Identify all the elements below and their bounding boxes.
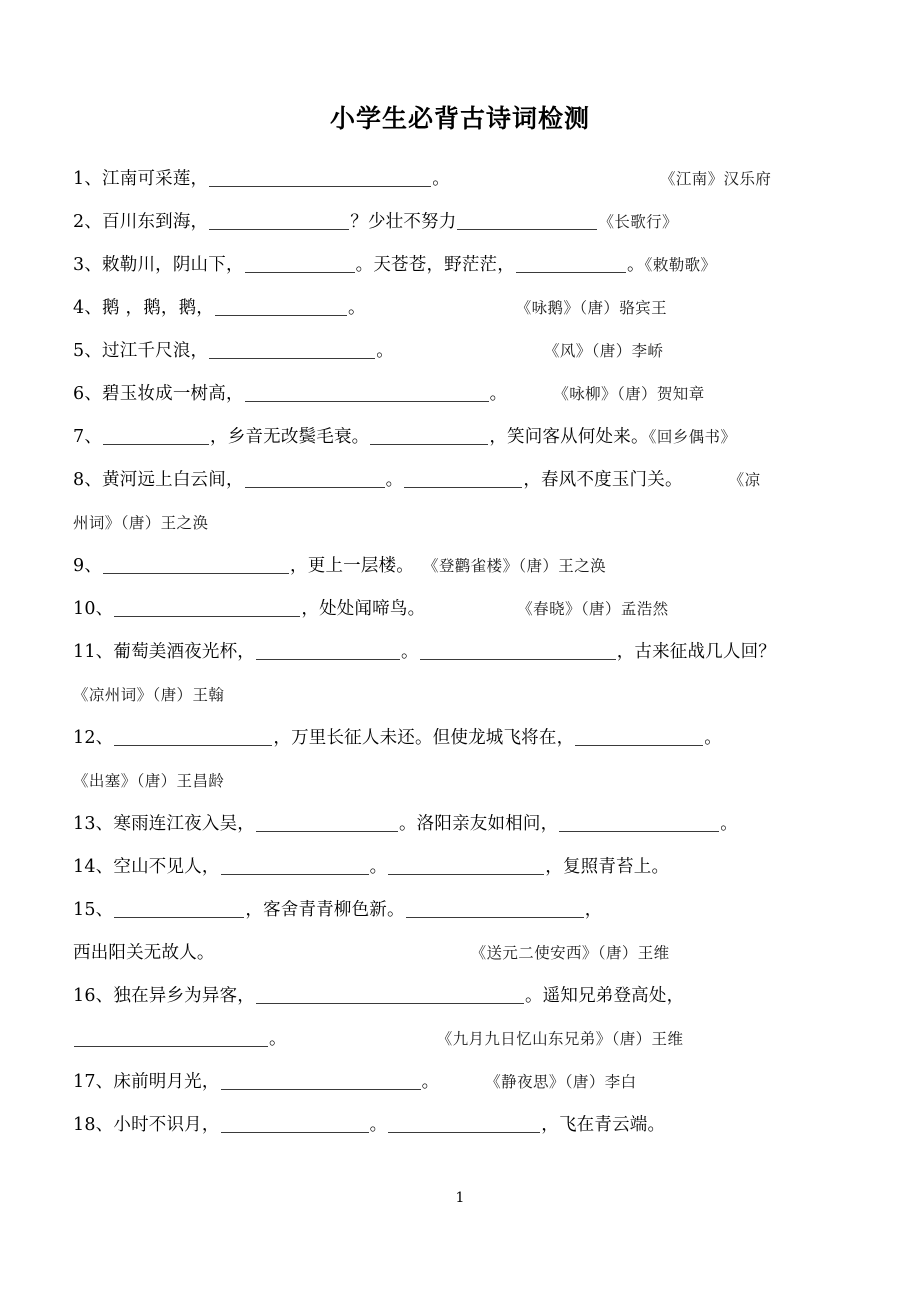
question-text-before: 寒雨连江夜入吴， — [113, 814, 255, 834]
question-text-mid: 。 — [400, 642, 419, 662]
answer-blank[interactable] — [256, 986, 524, 1004]
answer-blank[interactable] — [209, 169, 431, 187]
question-text-after: 。 — [421, 1072, 440, 1092]
answer-blank[interactable] — [114, 599, 300, 617]
question-number: 6、 — [73, 384, 103, 404]
question-number: 14、 — [73, 857, 114, 877]
question-text-after: 。遥知兄弟登高处， — [524, 986, 685, 1006]
answer-blank[interactable] — [388, 857, 544, 875]
question-row-12 — [73, 717, 853, 760]
question-row-15-continuation — [73, 932, 853, 975]
citation: 《咏鹅》（唐）骆宾王 — [515, 299, 667, 317]
question-row-16 — [73, 975, 853, 1018]
question-number: 17、 — [73, 1072, 114, 1092]
question-number: 15、 — [73, 900, 114, 920]
question-row-11 — [73, 631, 853, 674]
page-title: 小学生必背古诗词检测 — [329, 104, 590, 133]
answer-blank[interactable] — [404, 470, 522, 488]
question-text-before: 床前明月光， — [113, 1072, 220, 1092]
question-row-17 — [73, 1061, 853, 1104]
question-text-after: ，飞在青云端。 — [541, 1115, 666, 1135]
answer-blank[interactable] — [420, 642, 616, 660]
question-list — [73, 158, 853, 1147]
question-row-1 — [73, 158, 853, 201]
answer-blank[interactable] — [406, 900, 584, 918]
citation: 《敕勒歌》 — [644, 256, 717, 274]
question-number: 11、 — [73, 642, 114, 662]
question-text-before: 碧玉妆成一树高， — [102, 384, 244, 404]
question-text-after: 。 — [432, 169, 450, 189]
answer-blank[interactable] — [256, 814, 398, 832]
question-text-before: 过江千尺浪， — [102, 341, 209, 361]
citation: 《静夜思》（唐）李白 — [485, 1073, 637, 1091]
question-text-mid: ，乡音无改鬓毛衰。 — [210, 427, 370, 447]
question-row-7 — [73, 416, 853, 459]
question-number: 3、 — [73, 255, 103, 275]
citation: 《九月九日忆山东兄弟》（唐）王维 — [436, 1030, 684, 1048]
question-text-mid: ，客舍青青柳色新。 — [245, 900, 405, 920]
answer-blank[interactable] — [256, 642, 400, 660]
question-row-8 — [73, 459, 853, 502]
answer-blank[interactable] — [74, 1029, 268, 1047]
answer-blank[interactable] — [245, 255, 355, 273]
question-text-after: ，笑问客从何处来。 — [489, 427, 649, 447]
question-text-before: 江南可采莲， — [102, 169, 209, 189]
question-text-after: ，更上一层楼。 — [290, 556, 414, 576]
citation: 《凉 — [728, 471, 761, 489]
question-number: 10、 — [73, 599, 114, 619]
question-row-10 — [73, 588, 853, 631]
question-row-5 — [73, 330, 853, 373]
question-number: 7、 — [73, 427, 103, 447]
question-row-16-continuation — [73, 1018, 853, 1061]
citation-continued: 州词》（唐）王之涣 — [73, 514, 209, 532]
citation-continued: 《出塞》（唐）王昌龄 — [73, 772, 225, 790]
question-text-after: ， — [584, 900, 603, 920]
question-text-after: 。 — [348, 298, 366, 318]
question-number: 13、 — [73, 814, 114, 834]
question-text-after: 。 — [626, 255, 645, 275]
answer-blank[interactable] — [370, 427, 488, 445]
question-text-mid: 。 — [369, 1115, 388, 1135]
question-number: 1、 — [73, 169, 103, 189]
question-row-9 — [73, 545, 853, 588]
answer-blank[interactable] — [245, 384, 489, 402]
question-text-after: 。 — [704, 728, 722, 748]
question-text-mid: ？少壮不努力 — [350, 212, 457, 232]
answer-blank[interactable] — [516, 255, 626, 273]
question-number: 18、 — [73, 1115, 114, 1135]
question-text-mid: 。 — [385, 470, 404, 490]
question-row-4 — [73, 287, 853, 330]
answer-blank[interactable] — [114, 728, 272, 746]
citation: 《江南》汉乐府 — [659, 170, 772, 188]
citation: 《咏柳》（唐）贺知章 — [553, 385, 705, 403]
answer-blank[interactable] — [114, 900, 244, 918]
question-number: 5、 — [73, 341, 103, 361]
question-row-13 — [73, 803, 853, 846]
question-row-11-continuation — [73, 674, 853, 717]
question-row-6 — [73, 373, 853, 416]
question-text-after: 。 — [489, 384, 508, 404]
question-text-after: 。 — [376, 341, 394, 361]
question-text-before: 鹅 ，鹅，鹅， — [102, 298, 215, 318]
question-text-mid: 。洛阳亲友如相问， — [398, 814, 559, 834]
question-number: 2、 — [73, 212, 103, 232]
answer-blank[interactable] — [103, 427, 209, 445]
answer-blank[interactable] — [215, 298, 347, 316]
answer-blank[interactable] — [221, 857, 369, 875]
answer-blank[interactable] — [245, 470, 385, 488]
citation: 《登鹳雀楼》（唐）王之涣 — [422, 557, 607, 575]
question-row-8-continuation — [73, 502, 853, 545]
question-text-mid: 。 — [369, 857, 388, 877]
question-text-mid: 。天苍苍，野茫茫， — [355, 255, 515, 275]
citation: 《风》（唐）李峤 — [543, 342, 664, 360]
answer-blank[interactable] — [575, 728, 703, 746]
question-text-mid: ，万里长征人未还。但使龙城飞将在， — [273, 728, 575, 748]
answer-blank[interactable] — [457, 212, 597, 230]
answer-blank[interactable] — [559, 814, 719, 832]
page-number: 1 — [455, 1190, 465, 1206]
citation: 《回乡偶书》 — [648, 428, 737, 446]
question-row-12-continuation — [73, 760, 853, 803]
citation: 《长歌行》 — [598, 213, 678, 231]
answer-blank[interactable] — [221, 1072, 421, 1090]
citation: 《春晓》（唐）孟浩然 — [517, 600, 669, 618]
question-text-before: 敕勒川，阴山下， — [102, 255, 244, 275]
answer-blank[interactable] — [209, 341, 375, 359]
question-text-before: 葡萄美酒夜光杯， — [113, 642, 255, 662]
question-row-3 — [73, 244, 853, 287]
question-text-after: ，处处闻啼鸟。 — [301, 599, 426, 619]
question-row-2 — [73, 201, 853, 244]
question-number: 4、 — [73, 298, 103, 318]
question-text-after: 。 — [269, 1029, 287, 1049]
question-text-before: 空山不见人， — [113, 857, 220, 877]
answer-blank[interactable] — [103, 556, 289, 574]
question-text-after: ，古来征战几人回？ — [616, 642, 776, 662]
citation: 《送元二使安西》（唐）王维 — [470, 944, 670, 962]
question-row-14 — [73, 846, 853, 889]
answer-blank[interactable] — [388, 1115, 540, 1133]
question-number: 12、 — [73, 728, 114, 748]
question-text-before: 黄河远上白云间， — [102, 470, 244, 490]
citation-continued: 《凉州词》（唐）王翰 — [73, 686, 225, 704]
question-number: 9、 — [73, 556, 103, 576]
question-number: 16、 — [73, 986, 114, 1006]
question-text-after: ，复照青苔上。 — [545, 857, 670, 877]
answer-blank[interactable] — [221, 1115, 369, 1133]
question-text-before: 独在异乡为异客， — [113, 986, 255, 1006]
question-text-before: 小时不识月， — [113, 1115, 220, 1135]
answer-blank[interactable] — [209, 212, 349, 230]
question-row-18 — [73, 1104, 853, 1147]
question-text-after: ，春风不度玉门关。 — [523, 470, 683, 490]
question-text-before: 百川东到海， — [102, 212, 209, 232]
question-text-continued: 西出阳关无故人。 — [73, 943, 215, 963]
question-row-15 — [73, 889, 853, 932]
question-number: 8、 — [73, 470, 103, 490]
question-text-after: 。 — [720, 814, 738, 834]
